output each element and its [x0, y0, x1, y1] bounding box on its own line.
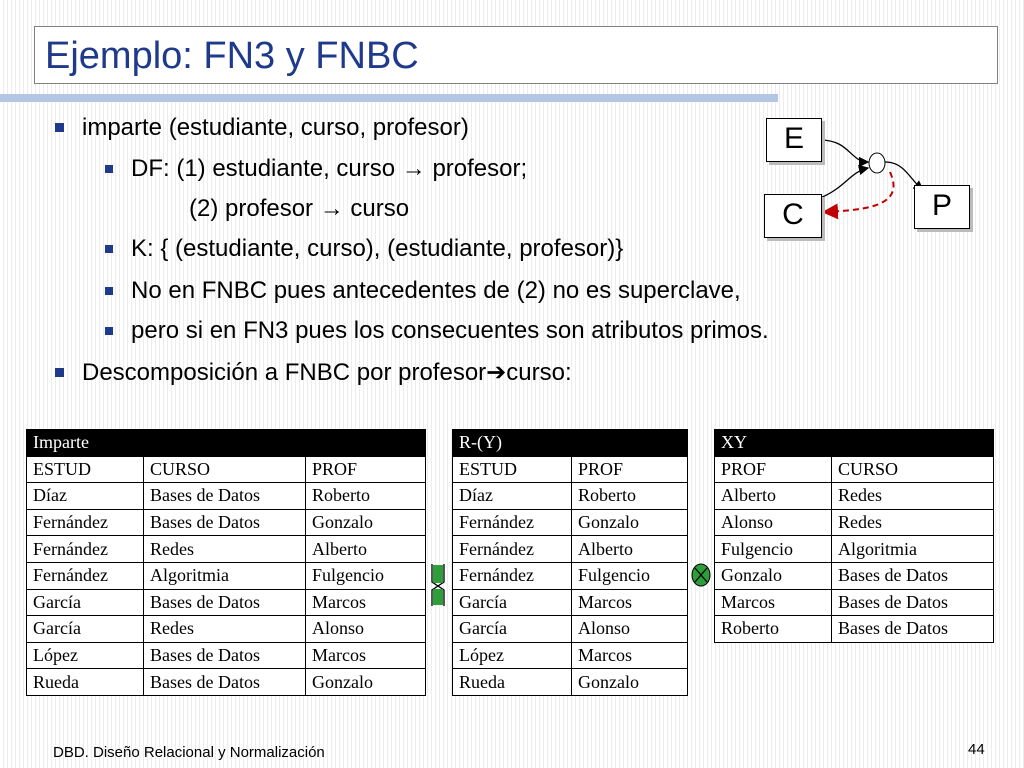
bullet-square-icon	[55, 368, 64, 377]
bullet-fn3: pero si en FN3 pues los consecuentes son atributos primos.	[131, 317, 769, 344]
table-row: Alberto Redes	[715, 483, 994, 510]
arrow-c-to-join	[820, 168, 868, 198]
table-row: Fernández Bases de Datos Gonzalo	[27, 509, 426, 536]
table-row: Roberto Bases de Datos	[715, 616, 994, 643]
title-underline-bar	[0, 94, 778, 102]
table-row: Fernández Redes Alberto	[27, 536, 426, 563]
table-row: López Marcos	[453, 642, 688, 669]
column-header: ESTUD	[453, 456, 572, 483]
natural-join-icon	[690, 562, 712, 588]
node-e: E	[766, 118, 822, 162]
table-row: Rueda Gonzalo	[453, 669, 688, 696]
table-row: Fernández Fulgencio	[453, 562, 688, 589]
node-p: P	[914, 185, 970, 229]
table-row: Díaz Bases de Datos Roberto	[27, 483, 426, 510]
column-header: CURSO	[144, 456, 306, 483]
table-row: García Bases de Datos Marcos	[27, 589, 426, 616]
bullet-imparte: imparte (estudiante, curso, profesor)	[82, 114, 469, 141]
slide-title: Ejemplo: FN3 y FNBC	[45, 35, 419, 77]
table-name: XY	[715, 430, 832, 457]
title-box	[34, 26, 998, 84]
join-node	[869, 153, 885, 173]
bullet-square-icon	[55, 123, 64, 132]
bullet-square-icon	[105, 245, 113, 253]
table-row: Marcos Bases de Datos	[715, 589, 994, 616]
column-header: PROF	[715, 456, 832, 483]
page-number: 44	[968, 741, 985, 758]
table-row: García Alonso	[453, 616, 688, 643]
bullet-square-icon	[105, 327, 113, 335]
table-row: Fulgencio Algoritmia	[715, 536, 994, 563]
bullet-descomposicion: Descomposición a FNBC por profesor➔curso:	[82, 359, 572, 386]
table-row: Fernández Gonzalo	[453, 509, 688, 536]
node-c: C	[764, 194, 822, 238]
bullet-df-2: (2) profesor → curso	[189, 195, 410, 222]
table-row: García Marcos	[453, 589, 688, 616]
arrow-e-to-join	[820, 140, 868, 162]
table-row: Fernández Alberto	[453, 536, 688, 563]
column-header: PROF	[572, 456, 688, 483]
table-row: López Bases de Datos Marcos	[27, 642, 426, 669]
dashed-arrow-p-to-c	[824, 172, 894, 212]
table-row: Gonzalo Bases de Datos	[715, 562, 994, 589]
table-row: Alonso Redes	[715, 509, 994, 536]
bullet-square-icon	[105, 287, 113, 295]
table-imparte	[26, 429, 426, 696]
table-r-y	[452, 429, 688, 696]
footer-text: DBD. Diseño Relacional y Normalización	[53, 744, 325, 761]
table-name: R-(Y)	[453, 430, 572, 457]
table-row: Fernández Algoritmia Fulgencio	[27, 562, 426, 589]
bullet-square-icon	[105, 165, 113, 173]
table-row: Rueda Bases de Datos Gonzalo	[27, 669, 426, 696]
column-header: PROF	[306, 456, 426, 483]
column-header: ESTUD	[27, 456, 144, 483]
table-row: Díaz Roberto	[453, 483, 688, 510]
bullet-df: DF: (1) estudiante, curso → profesor;	[131, 155, 528, 182]
table-row: García Redes Alonso	[27, 616, 426, 643]
column-header: CURSO	[832, 456, 994, 483]
bullet-no-fnbc: No en FNBC pues antecedentes de (2) no es superclave,	[131, 277, 741, 304]
decomposition-equals-icon	[428, 562, 448, 608]
bullet-keys: K: { (estudiante, curso), (estudiante, profesor)}	[131, 235, 624, 262]
table-xy	[714, 429, 994, 643]
table-name: Imparte	[27, 430, 144, 457]
